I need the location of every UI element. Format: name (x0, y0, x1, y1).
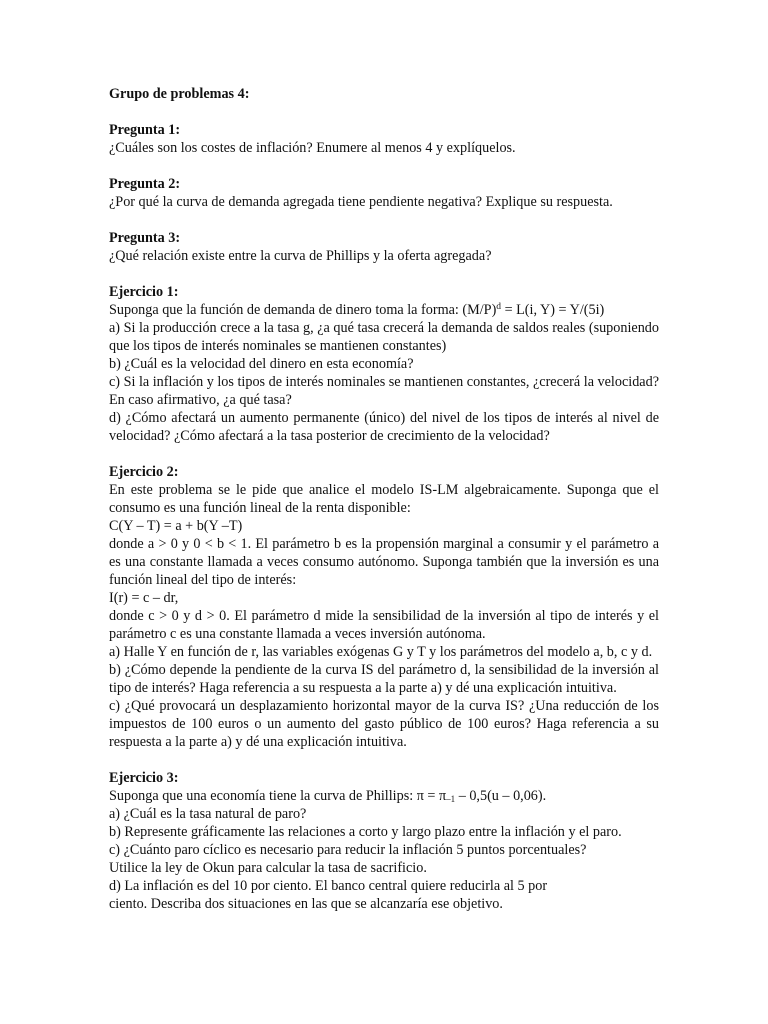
exercise-3-intro (109, 787, 659, 805)
exercise-2-part-c: c) ¿Qué provocará un desplazamiento horizontal mayor de la curva IS? ¿Una reducción de los impuestos de 100 euros o un aumento del gasto público de 100 euros? Haga referencia a su respuesta a la parte a) y dé una explicación intuitiva. (109, 698, 659, 750)
question-2 (109, 175, 659, 211)
exercise-1-intro-part1: Suponga que la función de demanda de dinero toma la forma: (M/P) (109, 302, 497, 318)
exercise-3-intro-part1: Suponga que una economía tiene la curva de Phillips: π = π (109, 788, 447, 804)
question-3-heading: Pregunta 3: (109, 230, 181, 246)
exercise-3 (109, 769, 659, 913)
question-1-heading: Pregunta 1: (109, 122, 181, 138)
document-page (109, 85, 659, 931)
exercise-3-part-d-line-1: d) La inflación es del 10 por ciento. El banco central quiere reducirla al 5 por (109, 878, 548, 894)
question-2-heading: Pregunta 2: (109, 176, 181, 192)
exercise-2-investment-equation: I(r) = c – dr, (109, 590, 179, 606)
exercise-1-part-b: b) ¿Cuál es la velocidad del dinero en esta economía? (109, 356, 414, 372)
question-3 (109, 229, 659, 265)
exercise-1-part-c: c) Si la inflación y los tipos de interés nominales se mantienen constantes, ¿crecerá la velocidad? En caso afirmativo, ¿a qué tasa? (109, 374, 659, 408)
exercise-3-part-c-line-2: Utilice la ley de Okun para calcular la tasa de sacrificio. (109, 860, 427, 876)
exercise-2-consumption-equation: C(Y – T) = a + b(Y –T) (109, 518, 243, 534)
exercise-1-intro-part2: = L(i, Y) = Y/(5i) (501, 302, 605, 318)
exercise-1-intro (109, 301, 659, 319)
exercise-1-part-d: d) ¿Cómo afectará un aumento permanente (único) del nivel de los tipos de interés al nivel de velocidad? ¿Cómo afectará a la tasa posterior de crecimiento de la velocidad? (109, 410, 659, 444)
exercise-2-paragraph-1: donde a > 0 y 0 < b < 1. El parámetro b es la propensión marginal a consumir y el parámetro a es una constante llamada a veces consumo autónomo. Suponga también que la inversión es una función lineal del tipo de interés: (109, 536, 659, 588)
exercise-2-paragraph-2: donde c > 0 y d > 0. El parámetro d mide la sensibilidad de la inversión al tipo de interés y el parámetro c es una constante llamada a veces inversión autónoma. (109, 608, 659, 642)
exercise-3-part-b: b) Represente gráficamente las relaciones a corto y largo plazo entre la inflación y el paro. (109, 824, 622, 840)
exercise-3-intro-part2: – 0,5(u – 0,06). (455, 788, 547, 804)
question-2-text: ¿Por qué la curva de demanda agregada tiene pendiente negativa? Explique su respuesta. (109, 194, 613, 210)
question-1-text: ¿Cuáles son los costes de inflación? Enumere al menos 4 y explíquelos. (109, 140, 516, 156)
exercise-2-intro: En este problema se le pide que analice el modelo IS-LM algebraicamente. Suponga que el consumo es una función lineal de la renta disponible: (109, 482, 659, 516)
exercise-3-part-c-line-1: c) ¿Cuánto paro cíclico es necesario para reducir la inflación 5 puntos porcentuales? (109, 842, 587, 858)
exercise-2 (109, 463, 659, 751)
exercise-3-intro-subscript: –1 (446, 794, 456, 804)
exercise-2-heading: Ejercicio 2: (109, 464, 179, 480)
exercise-1-intro-superscript: d (496, 302, 502, 312)
document-title: Grupo de problemas 4: (109, 86, 250, 102)
question-1 (109, 121, 659, 157)
exercise-3-part-a: a) ¿Cuál es la tasa natural de paro? (109, 806, 307, 822)
exercise-2-part-b: b) ¿Cómo depende la pendiente de la curva IS del parámetro d, la sensibilidad de la inversión al tipo de interés? Haga referencia a su respuesta a la parte a) y dé una explicación intuitiva. (109, 662, 659, 696)
exercise-1 (109, 283, 659, 445)
exercise-2-part-a: a) Halle Y en función de r, las variables exógenas G y T y los parámetros del modelo a, b, c y d. (109, 644, 653, 660)
exercise-3-heading: Ejercicio 3: (109, 770, 179, 786)
exercise-1-heading: Ejercicio 1: (109, 284, 179, 300)
exercise-3-part-d-line-2: ciento. Describa dos situaciones en las que se alcanzaría ese objetivo. (109, 896, 503, 912)
question-3-text: ¿Qué relación existe entre la curva de Phillips y la oferta agregada? (109, 248, 492, 264)
exercise-1-part-a: a) Si la producción crece a la tasa g, ¿a qué tasa crecerá la demanda de saldos reales (suponiendo que los tipos de interés nominales se mantienen constantes) (109, 320, 659, 354)
